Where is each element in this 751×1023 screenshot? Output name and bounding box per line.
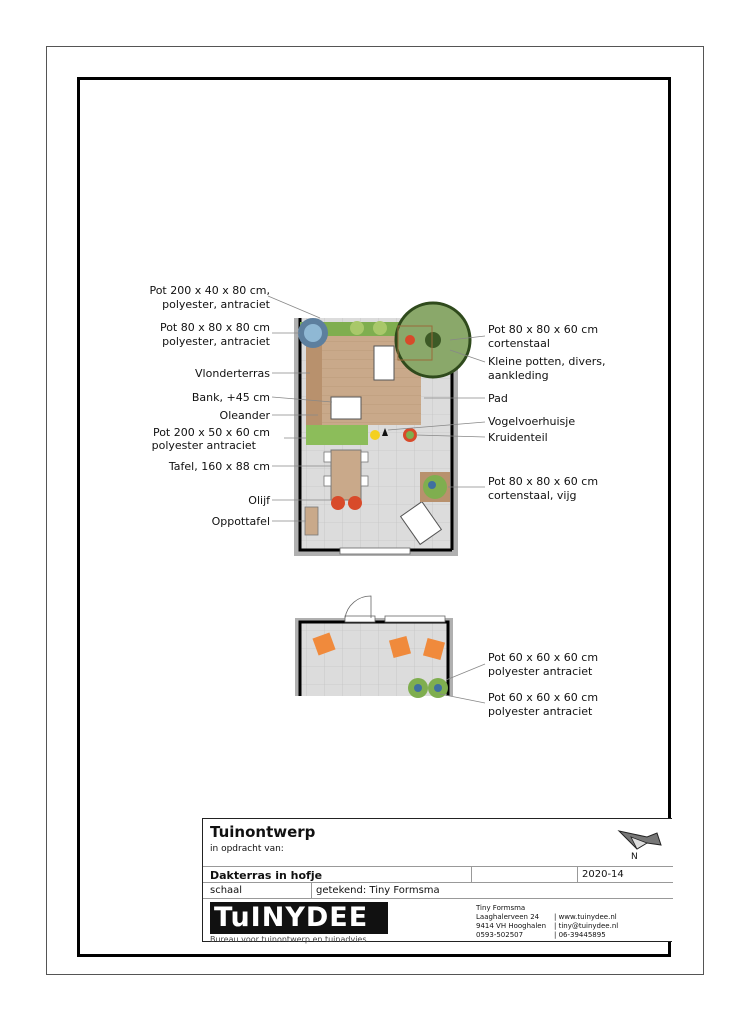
drawn-by: getekend: Tiny Formsma	[316, 885, 440, 896]
subtitle: in opdracht van:	[210, 844, 284, 854]
label-pot-corten: Pot 80 x 80 x 60 cm	[488, 323, 599, 336]
label-pot-60-a-material: polyester antraciet	[488, 665, 593, 678]
label-pot-80x80-material: polyester, antraciet	[162, 335, 270, 348]
mobile: | 06-39445895	[554, 931, 606, 939]
label-kleine-potten: Kleine potten, divers,	[488, 355, 606, 368]
project-name: Dakterras in hofje	[210, 869, 323, 882]
door-swing	[345, 596, 371, 618]
project-number: 2020-14	[582, 869, 624, 880]
chair-top	[374, 346, 394, 380]
label-pot-200x40: Pot 200 x 40 x 80 cm,	[149, 284, 270, 297]
label-kruidenteil: Kruidenteil	[488, 431, 548, 444]
planter-middle	[306, 425, 368, 445]
label-tafel: Tafel, 160 x 88 cm	[168, 460, 270, 473]
main-terrace	[294, 303, 470, 556]
label-pot-200x50: Pot 200 x 50 x 60 cm	[152, 426, 270, 439]
table	[331, 450, 361, 500]
website: | www.tuinydee.nl	[554, 913, 617, 921]
label-pot-200x40-material: polyester, antraciet	[162, 298, 270, 311]
lower-balcony	[295, 596, 453, 698]
label-vogelvoerhuisje: Vogelvoerhuisje	[488, 415, 576, 428]
door	[340, 548, 410, 554]
label-vlonderterras: Vlonderterras	[195, 367, 270, 380]
label-pot-80x80: Pot 80 x 80 x 80 cm	[159, 321, 270, 334]
label-pot-vijg: Pot 80 x 80 x 60 cm	[488, 475, 599, 488]
svg-text:N: N	[631, 852, 638, 859]
bench	[331, 397, 361, 419]
address-street: Laaghalerveen 24	[476, 913, 540, 921]
label-oleander: Oleander	[219, 409, 270, 422]
label-pot-60-a: Pot 60 x 60 x 60 cm	[488, 651, 599, 664]
address-city: 9414 VH Hooghalen	[476, 922, 547, 930]
olive-pot	[331, 496, 345, 510]
bird-feeder	[370, 430, 380, 440]
label-olijf: Olijf	[248, 494, 270, 507]
label-pot-60-b-material: polyester antraciet	[488, 705, 593, 718]
label-pot-200x50-material: polyester antraciet	[151, 439, 256, 452]
potting-table	[305, 507, 318, 535]
scale-label: schaal	[210, 885, 243, 896]
tagline: Bureau voor tuinontwerp en tuinadvies	[210, 935, 367, 944]
logo: TuINYDEE	[210, 902, 388, 934]
title-block	[202, 818, 672, 942]
label-pot-vijg-material: cortenstaal, vijg	[488, 489, 577, 502]
address-name: Tiny Formsma	[476, 904, 526, 912]
title: Tuinontwerp	[210, 823, 316, 841]
email: | tiny@tuinydee.nl	[554, 922, 619, 930]
label-aankleding: aankleding	[488, 369, 549, 382]
label-pot-60-b: Pot 60 x 60 x 60 cm	[488, 691, 599, 704]
north-arrow-icon	[617, 825, 665, 859]
label-oppottafel: Oppottafel	[211, 515, 270, 528]
label-pad: Pad	[488, 392, 508, 405]
label-pot-corten-material: cortenstaal	[488, 337, 550, 350]
address-phone: 0593-502507	[476, 931, 524, 939]
label-bank: Bank, +45 cm	[191, 391, 270, 404]
